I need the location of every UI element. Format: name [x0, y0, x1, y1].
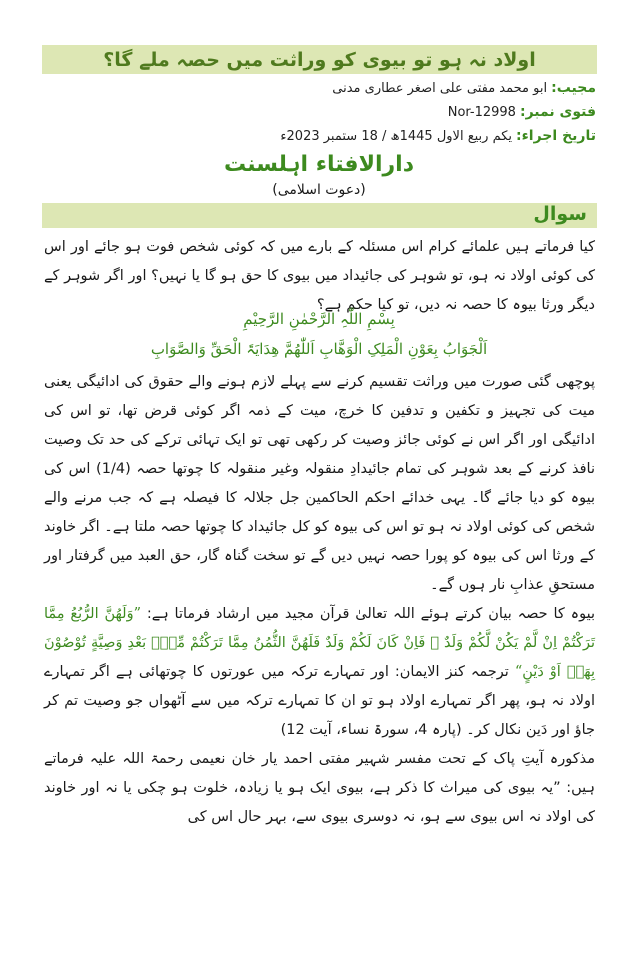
answer-block — [44, 368, 595, 832]
issue-date-label: تاریخ اجراء: — [516, 128, 596, 144]
dawat-e-islami-subtitle: (دعوت اسلامی) — [272, 182, 366, 198]
quran-ayah: ”وَلَهُنَّ الرُّبُعُ مِمَّا تَرَكْتُمْ اِنْ لَّمْ یَكُنْ لَّكُمْ وَلَدٌ ۚ فَاِنْ كَانَ لَكُمْ وَلَدٌ فَلَهُنَّ الثُّمُنُ مِمَّا تَرَكْتُمْ مِّنْۢ بَعْدِ وَصِیَّةٍ تُوْصُوْنَ بِهَاۤ اَوْ دَیْنٍ“ — [44, 606, 595, 680]
fatwa-number-value: Nor-12998 — [447, 105, 516, 120]
issue-date-value: یکم ربیع الاول 1445ھ / 18 ستمبر 2023ء — [280, 129, 513, 144]
issue-date-line — [280, 128, 596, 144]
mujeeb-value: ابو محمد مفتی علی اصغر عطاری مدنی — [332, 81, 548, 96]
title-banner — [42, 45, 597, 74]
answer-paragraph-2 — [44, 600, 595, 745]
mujeeb-label: مجیب: — [551, 80, 596, 96]
jawab-heading: اَلْجَوَابُ بِعَوْنِ الْمَلِکِ الْوَھَّابِ اَللّٰھُمَّ ھِدَایَۃَ الْحَقِّ وَالصَّوَابِ — [150, 340, 488, 358]
answer-paragraph-1: پوچھی گئی صورت میں وراثت تقسیم کرنے سے پہلے لازم ہونے والے حقوق کی ادائیگی یعنی میت کی تجہیز و تکفین و تدفین کا خرچ، میت کے ذمہ اگر کوئی قرض تھا، تو اس کی ادائیگی اور اگر اس نے کوئی جائز وصیت کر رکھی تھی تو ایک تہائی ترکے کی حد تک وصیت نافذ کرنے کے بعد شوہر کی تمام جائیدادِ منقولہ وغیر منقولہ کا چوتھا حصہ (1/4) اس کی بیوہ کو دیا جائے گا۔ یہی خدائے احکم الحاکمین جل جلالہ کا فیصلہ ہے کہ جب مرنے والے شخص کی کوئی اولاد نہ ہو تو اس کی بیوہ کو کل جائیداد کا چوتھا حصہ ملتا ہے۔ اگر خاوند کے ورثا اس کی بیوہ کو پورا حصہ نہیں دیں گے تو سخت گناہ گار، حق العبد میں گرفتار اور مستحقِ عذابِ نار ہوں گے۔ — [44, 374, 595, 593]
fatwa-title: اولاد نہ ہو تو بیوی کو وراثت میں حصہ ملے گا؟ — [103, 48, 536, 71]
bismillah: بِسْمِ اللّٰہِ الرَّحْمٰنِ الرَّحِیْمِ — [243, 310, 395, 328]
question-text: کیا فرماتے ہیں علمائے کرام اس مسئلہ کے بارے میں کہ کوئی شخص فوت ہو جائے اور اس کی کوئی اولاد نہ ہو، تو شوہر کی جائیداد میں بیوی کا حق ہو گا یا نہیں؟ اور اگر شوہر کے دیگر ورثا بیوہ کا حصہ نہ دیں، تو کیا حکم ہے؟ — [44, 239, 595, 313]
fatwa-number-line — [448, 104, 596, 120]
question-heading: سوال — [533, 203, 587, 225]
mujeeb-line — [332, 80, 596, 96]
ayah-reference: (پارہ 4، سورۃ نساء، آیت 12) — [280, 722, 467, 738]
question-block — [44, 233, 595, 320]
answer-paragraph-2-intro: بیوہ کا حصہ بیان کرتے ہوئے اللہ تعالیٰ قرآن مجید میں ارشاد فرماتا ہے: — [141, 606, 595, 622]
fatwa-number-label: فتوی نمبر: — [519, 104, 596, 120]
question-heading-band — [42, 203, 597, 228]
answer-paragraph-3: مذکورہ آیتِ پاک کے تحت مفسر شہیر مفتی احمد یار خان نعیمی رحمۃ اللہ علیہ فرماتے ہیں: ”یہ بیوی کی میراث کا ذکر ہے، بیوی ایک ہو یا زیادہ، خلوت ہو چکی یا نہ اور خاوند کی اولاد نہ اس بیوی سے ہو، نہ دوسری بیوی سے، بہر حال اس کی — [44, 751, 595, 825]
darul-ifta-heading: دارالافتاء اہلسنت — [223, 152, 415, 177]
kanzul-iman-translation: ترجمہ کنز الایمان: اور تمہارے ترکہ میں عورتوں کا چوتھائی ہے اگر تمہارے اولاد نہ ہو، پھر اگر تمہارے اولاد ہو تو ان کا تمہارے ترکہ میں سے آٹھواں جو وصیت تم کر جاؤ اور دَین نکال کر۔ — [44, 664, 595, 738]
